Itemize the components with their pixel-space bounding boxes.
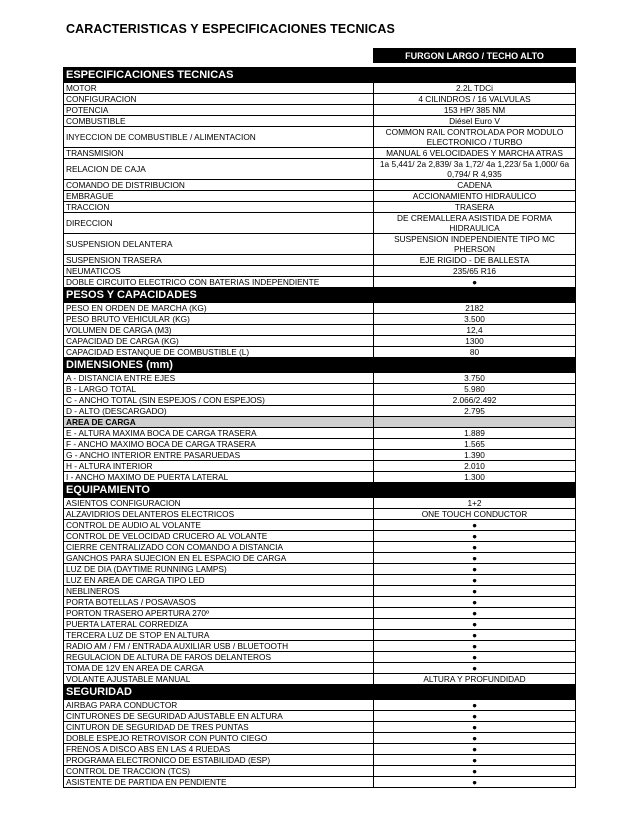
spec-label: PROGRAMA ELECTRONICO DE ESTABILIDAD (ESP) bbox=[64, 755, 374, 766]
spec-row bbox=[64, 303, 576, 314]
spec-label: TERCERA LUZ DE STOP EN ALTURA bbox=[64, 630, 374, 641]
spec-value: ● bbox=[374, 531, 576, 542]
spec-label: D - ALTO (DESCARGADO) bbox=[64, 406, 374, 417]
spec-label: GANCHOS PARA SUJECION EN EL ESPACIO DE CARGA bbox=[64, 553, 374, 564]
spec-row bbox=[64, 674, 576, 685]
spec-row bbox=[64, 127, 576, 148]
spec-row bbox=[64, 777, 576, 788]
spec-row bbox=[64, 347, 576, 358]
spec-row bbox=[64, 608, 576, 619]
spec-value: 1a 5,441/ 2a 2,839/ 3a 1,72/ 4a 1,223/ 5a 1,000/ 6a 0,794/ R 4,935 bbox=[374, 159, 576, 180]
spec-label: LUZ EN AREA DE CARGA TIPO LED bbox=[64, 575, 374, 586]
spec-label: NEUMATICOS bbox=[64, 266, 374, 277]
spec-label: DOBLE ESPEJO RETROVISOR CON PUNTO CIEGO bbox=[64, 733, 374, 744]
spec-value: 1.390 bbox=[374, 450, 576, 461]
spec-row bbox=[64, 450, 576, 461]
spec-row bbox=[64, 553, 576, 564]
spec-value: ● bbox=[374, 733, 576, 744]
spec-row bbox=[64, 234, 576, 255]
spec-row bbox=[64, 180, 576, 191]
spec-value: ACCIONAMIENTO HIDRAULICO bbox=[374, 191, 576, 202]
spec-row bbox=[64, 94, 576, 105]
spec-label: CAPACIDAD DE CARGA (KG) bbox=[64, 336, 374, 347]
spec-row bbox=[64, 325, 576, 336]
spec-value: ● bbox=[374, 711, 576, 722]
page-title: CARACTERISTICAS Y ESPECIFICACIONES TECNICAS bbox=[66, 22, 395, 36]
spec-label: POTENCIA bbox=[64, 105, 374, 116]
spec-row bbox=[64, 406, 576, 417]
spec-label: CONFIGURACION bbox=[64, 94, 374, 105]
spec-row bbox=[64, 744, 576, 755]
spec-row bbox=[64, 542, 576, 553]
spec-value: 80 bbox=[374, 347, 576, 358]
subsection-blank bbox=[374, 417, 576, 428]
spec-value: ● bbox=[374, 542, 576, 553]
spec-label: TOMA DE 12V EN AREA DE CARGA bbox=[64, 663, 374, 674]
spec-label: SUSPENSION DELANTERA bbox=[64, 234, 374, 255]
spec-label: AIRBAG PARA CONDUCTOR bbox=[64, 700, 374, 711]
spec-label: CONTROL DE TRACCION (TCS) bbox=[64, 766, 374, 777]
spec-value: TRASERA bbox=[374, 202, 576, 213]
spec-row bbox=[64, 83, 576, 94]
spec-row bbox=[64, 277, 576, 288]
spec-row bbox=[64, 766, 576, 777]
specifications-table bbox=[63, 48, 576, 788]
spec-value: 2.2L TDCi bbox=[374, 83, 576, 94]
spec-label: CINTURON DE SEGURIDAD DE TRES PUNTAS bbox=[64, 722, 374, 733]
section-header-especificaciones bbox=[64, 68, 576, 83]
spec-label: CINTURONES DE SEGURIDAD AJUSTABLE EN ALTURA bbox=[64, 711, 374, 722]
spec-label: VOLANTE AJUSTABLE MANUAL bbox=[64, 674, 374, 685]
spec-label: RELACION DE CAJA bbox=[64, 159, 374, 180]
spec-label: SUSPENSION TRASERA bbox=[64, 255, 374, 266]
spec-row bbox=[64, 373, 576, 384]
spec-value: ● bbox=[374, 586, 576, 597]
spec-value: 1+2 bbox=[374, 498, 576, 509]
spec-row bbox=[64, 116, 576, 127]
spec-label: RADIO AM / FM / ENTRADA AUXILIAR USB / BLUETOOTH bbox=[64, 641, 374, 652]
spec-row bbox=[64, 395, 576, 406]
spec-label: PORTA BOTELLAS / POSAVASOS bbox=[64, 597, 374, 608]
spec-row bbox=[64, 213, 576, 234]
spec-row bbox=[64, 531, 576, 542]
spec-value: 2.066/2.492 bbox=[374, 395, 576, 406]
spec-label: PUERTA LATERAL CORREDIZA bbox=[64, 619, 374, 630]
spec-label: COMANDO DE DISTRIBUCION bbox=[64, 180, 374, 191]
spec-value: 5.980 bbox=[374, 384, 576, 395]
spec-row bbox=[64, 159, 576, 180]
section-header-seguridad bbox=[64, 685, 576, 700]
spec-label: TRACCION bbox=[64, 202, 374, 213]
spec-value: 1300 bbox=[374, 336, 576, 347]
spec-label: E - ALTURA MAXIMA BOCA DE CARGA TRASERA bbox=[64, 428, 374, 439]
section-title: SEGURIDAD bbox=[64, 685, 576, 700]
spec-label: A - DISTANCIA ENTRE EJES bbox=[64, 373, 374, 384]
spec-value: ● bbox=[374, 564, 576, 575]
spec-row bbox=[64, 191, 576, 202]
spec-row bbox=[64, 461, 576, 472]
section-header-dimensiones bbox=[64, 358, 576, 373]
spec-row bbox=[64, 498, 576, 509]
spec-value: ● bbox=[374, 700, 576, 711]
spec-value: ● bbox=[374, 277, 576, 288]
spec-label: I - ANCHO MAXIMO DE PUERTA LATERAL bbox=[64, 472, 374, 483]
spec-value: ONE TOUCH CONDUCTOR bbox=[374, 509, 576, 520]
spec-label: EMBRAGUE bbox=[64, 191, 374, 202]
spec-value: COMMON RAIL CONTROLADA POR MODULO ELECTRONICO / TURBO bbox=[374, 127, 576, 148]
section-title: ESPECIFICACIONES TECNICAS bbox=[64, 68, 576, 83]
spec-label: B - LARGO TOTAL bbox=[64, 384, 374, 395]
spec-row bbox=[64, 619, 576, 630]
spec-row bbox=[64, 428, 576, 439]
spec-label: NEBLINEROS bbox=[64, 586, 374, 597]
spec-label: FRENOS A DISCO ABS EN LAS 4 RUEDAS bbox=[64, 744, 374, 755]
spec-label: CONTROL DE AUDIO AL VOLANTE bbox=[64, 520, 374, 531]
spec-row bbox=[64, 722, 576, 733]
spec-row bbox=[64, 630, 576, 641]
spec-label: CIERRE CENTRALIZADO CON COMANDO A DISTANCIA bbox=[64, 542, 374, 553]
spec-value: ALTURA Y PROFUNDIDAD bbox=[374, 674, 576, 685]
spec-value: 2.010 bbox=[374, 461, 576, 472]
spec-row bbox=[64, 472, 576, 483]
spec-row bbox=[64, 663, 576, 674]
spec-row bbox=[64, 336, 576, 347]
spec-label: H - ALTURA INTERIOR bbox=[64, 461, 374, 472]
spec-value: ● bbox=[374, 722, 576, 733]
spec-row bbox=[64, 711, 576, 722]
spec-label: ASISTENTE DE PARTIDA EN PENDIENTE bbox=[64, 777, 374, 788]
spec-label: C - ANCHO TOTAL (SIN ESPEJOS / CON ESPEJOS) bbox=[64, 395, 374, 406]
spec-label: ALZAVIDRIOS DELANTEROS ELECTRICOS bbox=[64, 509, 374, 520]
spec-value: 153 HP/ 385 NM bbox=[374, 105, 576, 116]
spec-label: F - ANCHO MAXIMO BOCA DE CARGA TRASERA bbox=[64, 439, 374, 450]
spec-value: ● bbox=[374, 630, 576, 641]
subsection-title: AREA DE CARGA bbox=[64, 417, 374, 428]
spec-row bbox=[64, 564, 576, 575]
spec-row bbox=[64, 148, 576, 159]
spec-row bbox=[64, 266, 576, 277]
spec-value: ● bbox=[374, 553, 576, 564]
spec-row bbox=[64, 652, 576, 663]
spec-label: DOBLE CIRCUITO ELECTRICO CON BATERIAS INDEPENDIENTE bbox=[64, 277, 374, 288]
spec-value: ● bbox=[374, 652, 576, 663]
spec-value: ● bbox=[374, 663, 576, 674]
spec-value: Diésel Euro V bbox=[374, 116, 576, 127]
spec-value: 2.795 bbox=[374, 406, 576, 417]
spec-label: CONTROL DE VELOCIDAD CRUCERO AL VOLANTE bbox=[64, 531, 374, 542]
spec-value: ● bbox=[374, 608, 576, 619]
column-header: FURGON LARGO / TECHO ALTO bbox=[374, 49, 576, 63]
spec-row bbox=[64, 509, 576, 520]
spec-value: MANUAL 6 VELOCIDADES Y MARCHA ATRAS bbox=[374, 148, 576, 159]
subsection-header-area-de-carga bbox=[64, 417, 576, 428]
spec-value: ● bbox=[374, 766, 576, 777]
spec-value: ● bbox=[374, 597, 576, 608]
spec-value: DE CREMALLERA ASISTIDA DE FORMA HIDRAULICA bbox=[374, 213, 576, 234]
spec-value: ● bbox=[374, 619, 576, 630]
spec-label: CAPACIDAD ESTANQUE DE COMBUSTIBLE (L) bbox=[64, 347, 374, 358]
section-title: EQUIPAMIENTO bbox=[64, 483, 576, 498]
spec-value: 235/65 R16 bbox=[374, 266, 576, 277]
spec-value: ● bbox=[374, 575, 576, 586]
spec-label: TRANSMISION bbox=[64, 148, 374, 159]
section-header-equipamiento bbox=[64, 483, 576, 498]
spec-value: CADENA bbox=[374, 180, 576, 191]
spec-row bbox=[64, 597, 576, 608]
spec-row bbox=[64, 255, 576, 266]
spec-label: INYECCION DE COMBUSTIBLE / ALIMENTACION bbox=[64, 127, 374, 148]
spec-row bbox=[64, 384, 576, 395]
spec-label: MOTOR bbox=[64, 83, 374, 94]
spec-row bbox=[64, 439, 576, 450]
spec-value: SUSPENSION INDEPENDIENTE TIPO MC PHERSON bbox=[374, 234, 576, 255]
spec-row bbox=[64, 641, 576, 652]
spec-row bbox=[64, 575, 576, 586]
spec-label: PORTON TRASERO APERTURA 270º bbox=[64, 608, 374, 619]
spec-row bbox=[64, 105, 576, 116]
spec-row bbox=[64, 733, 576, 744]
spec-value: 1.300 bbox=[374, 472, 576, 483]
spec-label: ASIENTOS CONFIGURACION bbox=[64, 498, 374, 509]
spec-value: ● bbox=[374, 520, 576, 531]
spec-value: ● bbox=[374, 777, 576, 788]
spec-value: ● bbox=[374, 755, 576, 766]
spec-row bbox=[64, 520, 576, 531]
spec-value: 3.500 bbox=[374, 314, 576, 325]
section-header-pesos bbox=[64, 288, 576, 303]
spec-value: EJE RIGIDO - DE BALLESTA bbox=[374, 255, 576, 266]
spec-value: 1.889 bbox=[374, 428, 576, 439]
spec-row bbox=[64, 314, 576, 325]
spec-label: REGULACION DE ALTURA DE FAROS DELANTEROS bbox=[64, 652, 374, 663]
spec-value: 3.750 bbox=[374, 373, 576, 384]
spec-row bbox=[64, 755, 576, 766]
spec-label: G - ANCHO INTERIOR ENTRE PASARUEDAS bbox=[64, 450, 374, 461]
spec-row bbox=[64, 202, 576, 213]
spec-label: LUZ DE DIA (DAYTIME RUNNING LAMPS) bbox=[64, 564, 374, 575]
spec-label: PESO BRUTO VEHICULAR (KG) bbox=[64, 314, 374, 325]
spec-label: COMBUSTIBLE bbox=[64, 116, 374, 127]
spec-value: 12,4 bbox=[374, 325, 576, 336]
column-header-row bbox=[64, 49, 576, 63]
spec-value: ● bbox=[374, 744, 576, 755]
section-title: DIMENSIONES (mm) bbox=[64, 358, 576, 373]
spec-row bbox=[64, 586, 576, 597]
spec-label: DIRECCION bbox=[64, 213, 374, 234]
spec-row bbox=[64, 700, 576, 711]
spec-label: VOLUMEN DE CARGA (M3) bbox=[64, 325, 374, 336]
spec-value: 4 CILINDROS / 16 VALVULAS bbox=[374, 94, 576, 105]
spec-value: 1.565 bbox=[374, 439, 576, 450]
spec-label: PESO EN ORDEN DE MARCHA (KG) bbox=[64, 303, 374, 314]
spec-value: 2182 bbox=[374, 303, 576, 314]
spec-value: ● bbox=[374, 641, 576, 652]
section-title: PESOS Y CAPACIDADES bbox=[64, 288, 576, 303]
